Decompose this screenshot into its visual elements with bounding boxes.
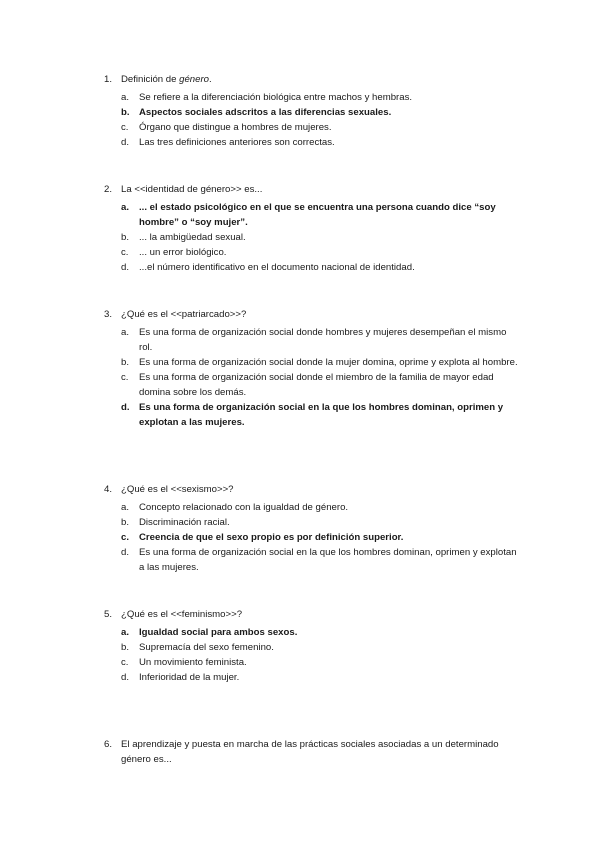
option-b-correct	[0, 105, 600, 120]
option-text: ... un error biológico.	[139, 247, 227, 258]
option-b	[0, 230, 600, 245]
question-5	[0, 607, 600, 685]
option-text: Inferioridad de la mujer.	[139, 672, 240, 683]
option-text: ... el estado psicológico en el que se encuentra una persona cuando dice “soy hombre” o “soy mujer”.	[139, 202, 496, 228]
option-letter: b.	[121, 107, 130, 118]
option-letter: d.	[121, 672, 130, 683]
question-text: La <<identidad de género>> es...	[121, 184, 263, 195]
option-list	[0, 625, 600, 685]
question-number: 3.	[104, 309, 113, 320]
option-b	[0, 640, 600, 655]
question-1-text	[0, 72, 600, 87]
option-text: Es una forma de organización social donde la mujer domina, oprime y explota al hombre.	[139, 357, 518, 368]
question-number: 1.	[104, 74, 113, 85]
option-letter: b.	[121, 357, 130, 368]
option-d	[0, 260, 600, 275]
option-d	[0, 135, 600, 150]
question-6-text	[0, 737, 600, 767]
option-text: Se refiere a la diferenciación biológica entre machos y hembras.	[139, 92, 413, 103]
option-text: Es una forma de organización social en la que los hombres dominan, oprimen y explotan a las mujeres.	[139, 547, 517, 573]
option-a-correct	[0, 625, 600, 640]
option-list	[0, 90, 600, 150]
question-text: El aprendizaje y puesta en marcha de las prácticas sociales asociadas a un determinado género es...	[121, 739, 499, 765]
option-text: Igualdad social para ambos sexos.	[139, 627, 298, 638]
option-d	[0, 670, 600, 685]
option-letter: a.	[121, 327, 130, 338]
question-text: ¿Qué es el <<patriarcado>>?	[121, 309, 247, 320]
question-number: 5.	[104, 609, 113, 620]
question-1	[0, 72, 600, 150]
question-4	[0, 482, 600, 575]
option-letter: d.	[121, 402, 130, 413]
option-letter: a.	[121, 202, 130, 213]
question-3	[0, 307, 600, 430]
option-c	[0, 655, 600, 670]
question-emphasis: género	[179, 74, 210, 85]
option-letter: c.	[121, 532, 130, 543]
option-letter: a.	[121, 502, 130, 513]
question-text: ¿Qué es el <<sexismo>>?	[121, 484, 234, 495]
option-text: Creencia de que el sexo propio es por definición superior.	[139, 532, 404, 543]
question-number: 6.	[104, 739, 113, 750]
option-letter: d.	[121, 262, 130, 273]
option-letter: b.	[121, 642, 130, 653]
option-letter: b.	[121, 232, 130, 243]
option-text: ... la ambigüedad sexual.	[139, 232, 246, 243]
question-text: ¿Qué es el <<feminismo>>?	[121, 609, 243, 620]
option-list	[0, 325, 600, 430]
option-letter: b.	[121, 517, 130, 528]
option-c	[0, 245, 600, 260]
question-prefix: Definición de	[121, 74, 180, 85]
option-d-correct	[0, 400, 600, 430]
question-3-text	[0, 307, 600, 322]
option-letter: d.	[121, 137, 130, 148]
option-text: Aspectos sociales adscritos a las diferencias sexuales.	[139, 107, 392, 118]
option-letter: d.	[121, 547, 130, 558]
question-2-text	[0, 182, 600, 197]
option-text: Es una forma de organización social donde hombres y mujeres desempeñan el mismo rol.	[139, 327, 507, 353]
question-number: 2.	[104, 184, 113, 195]
option-letter: a.	[121, 92, 130, 103]
option-letter: c.	[121, 372, 129, 383]
option-text: Un movimiento feminista.	[139, 657, 247, 668]
option-text: Concepto relacionado con la igualdad de género.	[139, 502, 349, 513]
option-text: Supremacía del sexo femenino.	[139, 642, 274, 653]
option-b	[0, 355, 600, 370]
option-letter: c.	[121, 657, 129, 668]
option-letter: a.	[121, 627, 130, 638]
option-c-correct	[0, 530, 600, 545]
option-c	[0, 120, 600, 135]
question-5-text	[0, 607, 600, 622]
question-2	[0, 182, 600, 275]
option-b	[0, 515, 600, 530]
option-list	[0, 500, 600, 575]
option-text: Es una forma de organización social donde el miembro de la familia de mayor edad domina sobre los demás.	[139, 372, 494, 398]
option-text: Órgano que distingue a hombres de mujeres.	[139, 122, 332, 133]
option-a	[0, 325, 600, 355]
option-text: ...el número identificativo en el documento nacional de identidad.	[139, 262, 415, 273]
question-suffix: .	[209, 74, 212, 85]
option-c	[0, 370, 600, 400]
option-text: Es una forma de organización social en la que los hombres dominan, oprimen y explotan a las mujeres.	[139, 402, 504, 428]
option-a-correct	[0, 200, 600, 230]
option-d	[0, 545, 600, 575]
question-number: 4.	[104, 484, 113, 495]
option-list	[0, 200, 600, 275]
option-a	[0, 500, 600, 515]
question-6	[0, 737, 600, 767]
option-letter: c.	[121, 122, 129, 133]
option-letter: c.	[121, 247, 129, 258]
question-4-text	[0, 482, 600, 497]
option-text: Las tres definiciones anteriores son correctas.	[139, 137, 335, 148]
option-text: Discriminación racial.	[139, 517, 230, 528]
option-a	[0, 90, 600, 105]
